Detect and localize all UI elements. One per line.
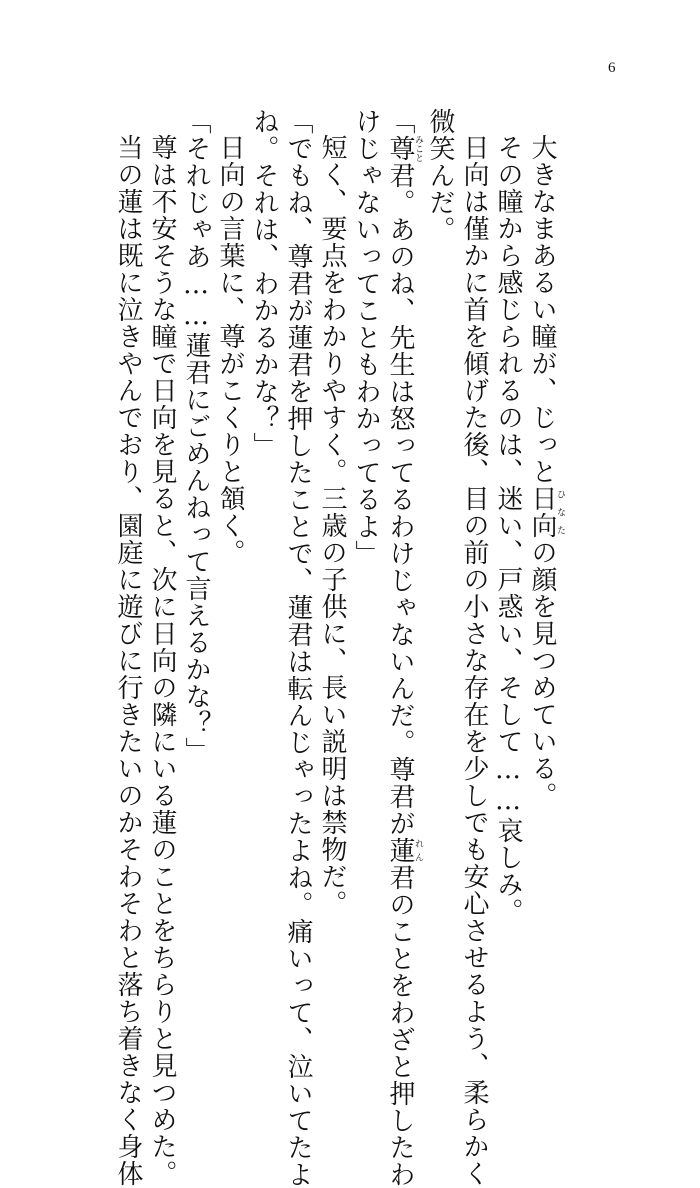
page-number: 6: [608, 60, 616, 76]
text-line-11: 「それじゃあ……蓮君にごめんねって言えるかな？」: [181, 108, 211, 764]
text-line-3: 日向は僅かに首を傾げた後、目の前の小さな存在を少しでも安心させるよう、柔らかく: [459, 134, 489, 1187]
text-line-7: 短く、要点をわかりやすく。三歳の子供に、長い説明は禁物だ。: [317, 134, 347, 917]
ruby-mikoto: 尊みこと: [385, 135, 423, 162]
text-line-1: 大きなまあるい瞳が、じっと日向ひなたの顔を見つめている。: [527, 134, 565, 809]
text-line-12: 尊は不安そうな瞳で日向を見ると、次に日向の隣にいる蓮のことをちらりと見つめた。: [147, 134, 177, 1187]
text-line-10: 日向の言葉に、尊がこくりと頷く。: [215, 134, 245, 566]
text-line-4: 微笑んだ。: [425, 108, 455, 243]
ruby-hinata: 日向ひなた: [527, 485, 565, 539]
text-line-5: 「尊みこと君。あのね、先生は怒ってるわけじゃないんだ。尊君が蓮れん君のことをわざと押したわ: [385, 108, 423, 1188]
text-line-8: 「でもね、尊君が蓮君を押したことで、蓮君は転んじゃったよね。痛いって、泣いてたよ: [283, 108, 313, 1188]
text-line-6: けじゃないってこともわかってるよ」: [351, 108, 381, 567]
text-line-9: ね。それは、わかるかな？」: [249, 108, 279, 459]
text-line-13: 当の蓮は既に泣きやんでおり、園庭に遊びに行きたいのかそわそわと落ち着きなく身体: [113, 134, 143, 1187]
novel-text-block: [105, 108, 565, 1188]
text-line-2: その瞳から感じられるのは、迷い、戸惑い、そして……哀しみ。: [493, 134, 523, 925]
ruby-ren: 蓮れん: [385, 837, 423, 864]
